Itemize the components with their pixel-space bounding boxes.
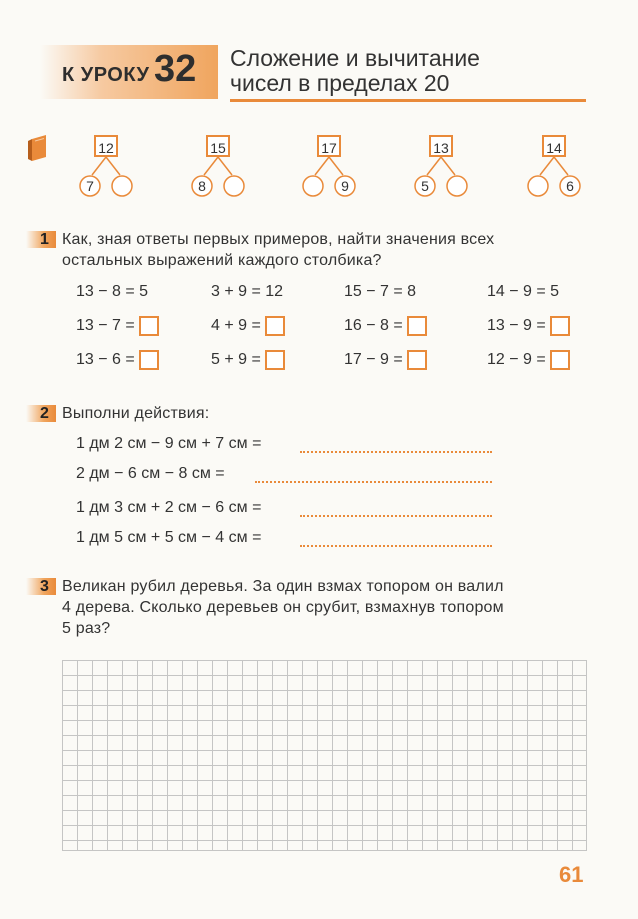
task-3-text-line-2: 4 дерева. Сколько деревьев он срубит, взмахнув топором [62, 599, 504, 616]
title-line-1: Сложение и вычитание [230, 45, 480, 71]
task-3-text-line-1: Великан рубил деревья. За один взмах топором он валил [62, 578, 504, 595]
equation [487, 316, 570, 336]
number-house-4 [403, 135, 483, 205]
answer-box[interactable] [550, 350, 570, 370]
house-left-number: 8 [198, 178, 206, 194]
answer-line-4[interactable] [300, 545, 492, 547]
equation-text: 17 − 9 = [344, 351, 403, 369]
expression-1: 1 дм 2 см − 9 см + 7 см = [76, 435, 262, 452]
task-3-text [62, 576, 504, 639]
house-top-number: 15 [206, 135, 230, 157]
equation: 3 + 9 = 12 [211, 283, 284, 300]
answer-grid[interactable] [62, 660, 587, 851]
header-rule [230, 99, 586, 102]
answer-line-3[interactable] [300, 515, 492, 517]
answer-box[interactable] [265, 316, 285, 336]
equation-text: 13 − 9 = [487, 317, 546, 335]
expression-2: 2 дм − 6 см − 8 см = [76, 465, 225, 482]
book-icon [28, 135, 50, 161]
answer-box[interactable] [407, 350, 427, 370]
equation [211, 350, 285, 370]
page-number: 61 [559, 862, 584, 887]
equation: 15 − 7 = 8 [344, 283, 417, 300]
lesson-number: 32 [154, 48, 197, 90]
task-2-text: Выполни действия: [62, 405, 210, 422]
expression-4: 1 дм 5 см + 5 см − 4 см = [76, 529, 262, 546]
equation [344, 350, 427, 370]
house-right-number[interactable] [111, 175, 133, 197]
number-house-1 [68, 135, 148, 205]
house-left-number: 5 [421, 178, 429, 194]
house-left-number[interactable] [302, 175, 324, 197]
lesson-label: К УРОКУ [62, 64, 150, 86]
house-left-number: 7 [86, 178, 94, 194]
equation-text: 4 + 9 = [211, 317, 261, 335]
number-house-2 [180, 135, 260, 205]
equation-text: 13 − 7 = [76, 317, 135, 335]
equation [76, 350, 159, 370]
number-house-3 [291, 135, 371, 205]
equation-text: 5 + 9 = [211, 351, 261, 369]
house-right-number[interactable] [446, 175, 468, 197]
answer-box[interactable] [139, 316, 159, 336]
answer-line-1[interactable] [300, 451, 492, 453]
equation-text: 13 − 6 = [76, 351, 135, 369]
equation-text: 16 − 8 = [344, 317, 403, 335]
answer-box[interactable] [407, 316, 427, 336]
house-top-number: 12 [94, 135, 118, 157]
task-number-1: 1 [40, 231, 49, 248]
equation: 14 − 9 = 5 [487, 283, 560, 300]
equation: 13 − 8 = 5 [76, 283, 149, 300]
equation [344, 316, 427, 336]
equation [487, 350, 570, 370]
answer-line-2[interactable] [255, 481, 492, 483]
house-right-number: 6 [566, 178, 574, 194]
task-number-2: 2 [40, 405, 49, 422]
number-house-5 [516, 135, 596, 205]
answer-box[interactable] [550, 316, 570, 336]
equation [211, 316, 285, 336]
task-1-text-line-1: Как, зная ответы первых примеров, найти значения всех [62, 231, 495, 248]
answer-box[interactable] [265, 350, 285, 370]
equation [76, 316, 159, 336]
house-right-number[interactable] [223, 175, 245, 197]
title-line-2: чисел в пределах 20 [230, 70, 450, 96]
answer-box[interactable] [139, 350, 159, 370]
house-top-number: 17 [317, 135, 341, 157]
house-left-number[interactable] [527, 175, 549, 197]
equation-text: 12 − 9 = [487, 351, 546, 369]
page-title [230, 46, 480, 96]
task-3-text-line-3: 5 раз? [62, 620, 111, 637]
house-top-number: 14 [542, 135, 566, 157]
expression-3: 1 дм 3 см + 2 см − 6 см = [76, 499, 262, 516]
task-1-text [62, 229, 494, 271]
task-1-text-line-2: остальных выражений каждого столбика? [62, 252, 382, 269]
house-right-number: 9 [341, 178, 349, 194]
task-number-3: 3 [40, 578, 49, 595]
house-top-number: 13 [429, 135, 453, 157]
